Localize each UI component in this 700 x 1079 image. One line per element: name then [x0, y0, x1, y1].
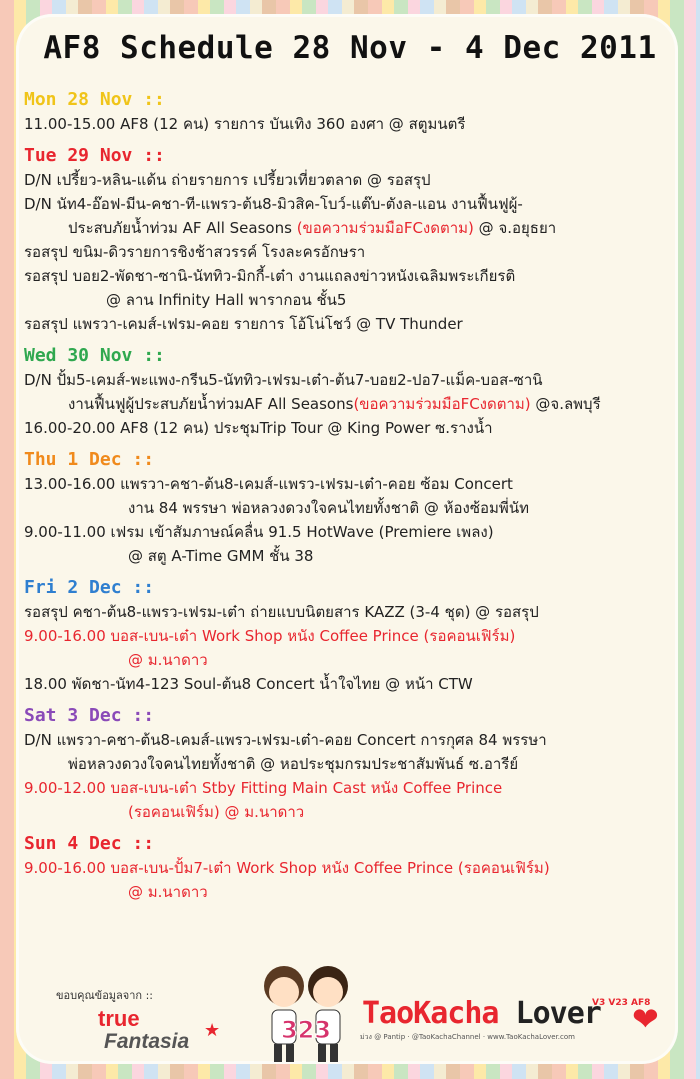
true-logo: true: [98, 1006, 140, 1031]
brand-line: ม่วง @ Pantip · @TaoKachaChannel · www.TaoKachaLover.com: [360, 1033, 575, 1041]
day-heading: Sat 3 Dec ::: [24, 705, 155, 726]
day-heading: Mon 28 Nov ::: [24, 89, 165, 110]
mascot-image: [252, 958, 360, 1066]
brand-logo: [362, 996, 601, 1031]
schedule-row: [24, 624, 680, 648]
row-text: รอสรุป บอย2-พัดชา-ซานิ-นัททิว-มิกกี้-เต๋า งานแถลงข่าวหนังเฉลิมพระเกียรติ: [24, 267, 516, 285]
schedule-row: [24, 600, 680, 624]
schedule-row: [24, 472, 680, 496]
row-highlight: 9.00-12.00 บอส-เบน-เต๋า Stby Fitting Main Cast หนัง Coffee Prince: [24, 779, 503, 797]
day-heading: Tue 29 Nov ::: [24, 145, 165, 166]
schedule-row: [24, 392, 680, 416]
schedule-row: [24, 856, 680, 880]
row-text: 13.00-16.00 แพรวา-คชา-ต้น8-เคมส์-แพรว-เฟรม-เต๋า-คอย ซ้อม Concert: [24, 475, 513, 493]
row-highlight: (ขอความร่วมมือFCงดตาม): [353, 395, 531, 413]
row-text: ประสบภัยน้ำท่วม AF All Seasons: [68, 219, 297, 237]
row-tail: @จ.ลพบุรี: [530, 395, 601, 413]
day-heading: Sun 4 Dec ::: [24, 833, 155, 854]
schedule-row: [24, 496, 680, 520]
schedule-row: [24, 112, 680, 136]
credit-text: ขอบคุณข้อมูลจาก ::: [56, 989, 153, 1002]
schedule-row: [24, 752, 680, 776]
row-text: รอสรุป คชา-ต้น8-แพรว-เฟรม-เต๋า ถ่ายแบบนิตยสาร KAZZ (3-4 ชุด) @ รอสรุป: [24, 603, 539, 621]
schedule-content: [24, 80, 680, 904]
row-text: งาน 84 พรรษา พ่อหลวงดวงใจคนไทยทั้งชาติ @ ห้องซ้อมพี่นัท: [128, 499, 529, 517]
row-text: 9.00-11.00 เฟรม เข้าสัมภาษณ์คลื่น 91.5 HotWave (Premiere เพลง): [24, 523, 494, 541]
schedule-row: [24, 216, 680, 240]
row-text: พ่อหลวงดวงใจคนไทยทั้งชาติ @ หอประชุมกรมประชาสัมพันธ์ ซ.อารีย์: [68, 755, 519, 773]
row-text: 11.00-15.00 AF8 (12 คน) รายการ บันเทิง 360 องศา @ สตูมนตรี: [24, 115, 466, 133]
schedule-row: [24, 368, 680, 392]
row-highlight: 9.00-16.00 บอส-เบน-เต๋า Work Shop หนัง Coffee Prince (รอคอนเฟิร์ม): [24, 627, 516, 645]
schedule-row: [24, 880, 680, 904]
schedule-row: [24, 776, 680, 800]
schedule-row: [24, 192, 680, 216]
star-icon: ★: [204, 1020, 221, 1041]
row-highlight: @ ม.นาดาว: [128, 883, 208, 901]
row-text: @ ลาน Infinity Hall พารากอน ชั้น5: [106, 291, 347, 309]
day-heading: Thu 1 Dec ::: [24, 449, 155, 470]
heart-icon: ❤: [632, 1000, 659, 1038]
day-heading: Fri 2 Dec ::: [24, 577, 155, 598]
brand-name-a: TaoKacha: [362, 996, 499, 1031]
row-tail: @ จ.อยุธยา: [473, 219, 557, 237]
page-title: AF8 Schedule 28 Nov - 4 Dec 2011: [43, 30, 657, 66]
schedule-row: [24, 648, 680, 672]
row-text: D/N เปรี้ยว-หลิน-แด้น ถ่ายรายการ เปรี้ยวเที่ยวตลาด @ รอสรุป: [24, 171, 431, 189]
row-text: รอสรุป แพรวา-เคมส์-เฟรม-คอย รายการ โอ้โน่โชว์ @ TV Thunder: [24, 315, 463, 333]
schedule-row: [24, 520, 680, 544]
version-badge: V3 V23 AF8: [592, 998, 651, 1008]
schedule-row: [24, 264, 680, 288]
schedule-row: [24, 800, 680, 824]
mascot-number: 323: [280, 1016, 332, 1044]
schedule-row: [24, 416, 680, 440]
row-text: งานฟื้นฟูผู้ประสบภัยน้ำท่วมAF All Seasons: [68, 395, 354, 413]
fantasia-logo: Fantasia: [104, 1030, 190, 1053]
row-highlight: (ขอความร่วมมือFCงดตาม): [296, 219, 474, 237]
row-text: 18.00 พัดชา-นัท4-123 Soul-ต้น8 Concert น้ำใจไทย @ หน้า CTW: [24, 675, 473, 693]
day-heading: Wed 30 Nov ::: [24, 345, 165, 366]
row-text: 16.00-20.00 AF8 (12 คน) ประชุมTrip Tour @ King Power ซ.รางน้ำ: [24, 419, 493, 437]
row-text: @ สตู A-Time GMM ชั้น 38: [128, 547, 314, 565]
schedule-row: [24, 288, 680, 312]
row-highlight: @ ม.นาดาว: [128, 651, 208, 669]
schedule-row: [24, 728, 680, 752]
brand-name-b: Lover: [498, 996, 601, 1031]
row-text: D/N นัท4-อ๊อฟ-มีน-คชา-ที-แพรว-ต้น8-มิวสิค-โบว์-แต๊บ-ตังล-แอน งานฟื้นฟูผู้-: [24, 195, 523, 213]
schedule-row: [24, 544, 680, 568]
schedule-row: [24, 672, 680, 696]
row-highlight: (รอคอนเฟิร์ม) @ ม.นาดาว: [128, 803, 305, 821]
row-text: D/N แพรวา-คชา-ต้น8-เคมส์-แพรว-เฟรม-เต๋า-คอย Concert การกุศล 84 พรรษา: [24, 731, 547, 749]
schedule-row: [24, 312, 680, 336]
row-highlight: 9.00-16.00 บอส-เบน-ปั้ม7-เต๋า Work Shop หนัง Coffee Prince (รอคอนเฟิร์ม): [24, 859, 550, 877]
schedule-row: [24, 168, 680, 192]
schedule-row: [24, 240, 680, 264]
row-text: รอสรุป ขนิม-ดิวรายการชิงช้าสวรรค์ โรงละครอักษรา: [24, 243, 366, 261]
row-text: D/N ปั้ม5-เคมส์-พะแพง-กรีน5-นัททิว-เฟรม-เต๋า-ต้น7-บอย2-ปอ7-แม็ค-บอส-ซานิ: [24, 371, 543, 389]
